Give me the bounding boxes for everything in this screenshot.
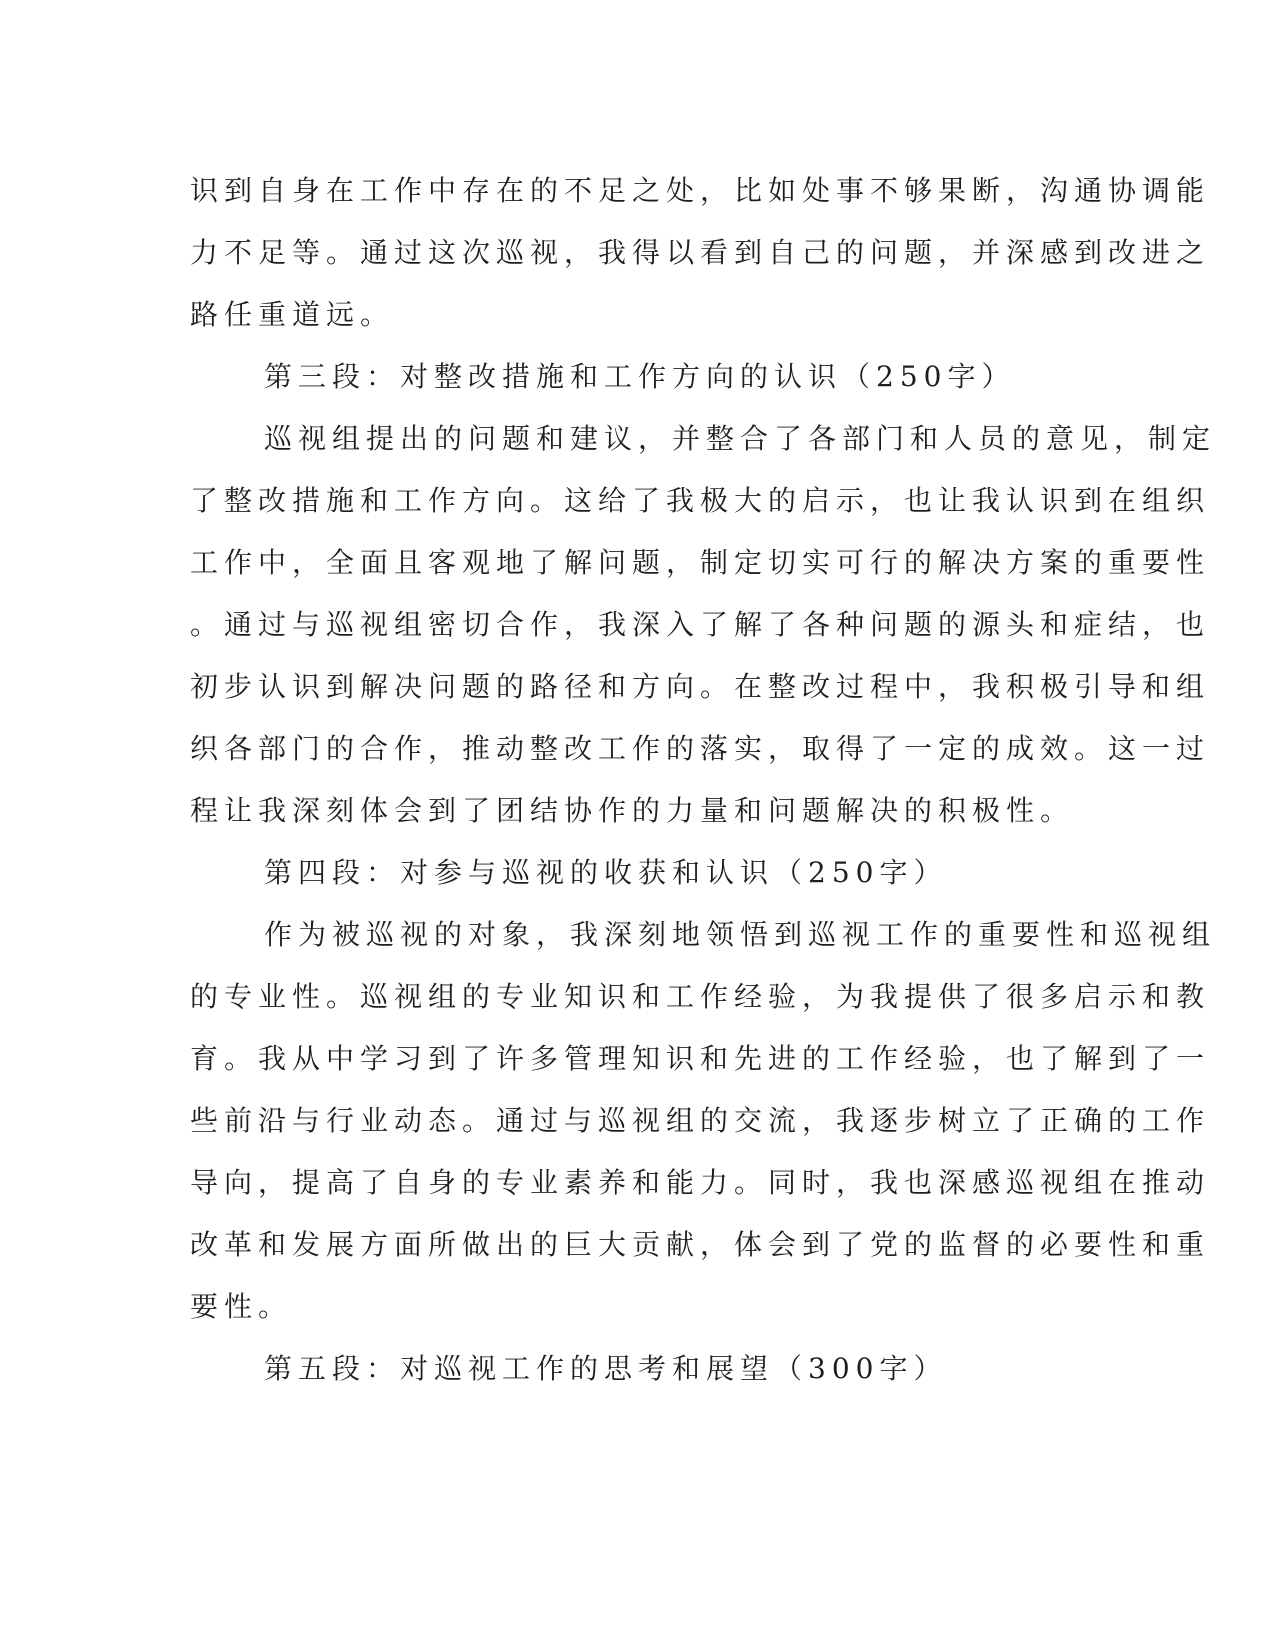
section-heading-5: 第五段：对巡视工作的思考和展望（300字） — [264, 1352, 948, 1385]
text-line: 织各部门的合作，推动整改工作的落实，取得了一定的成效。这一过 — [190, 732, 1211, 765]
text-line: 些前沿与行业动态。通过与巡视组的交流，我逐步树立了正确的工作 — [190, 1104, 1211, 1137]
text-line: 改革和发展方面所做出的巨大贡献，体会到了党的监督的必要性和重 — [190, 1228, 1211, 1261]
text-line: 力不足等。通过这次巡视，我得以看到自己的问题，并深感到改进之 — [190, 236, 1211, 269]
text-line: 工作中，全面且客观地了解问题，制定切实可行的解决方案的重要性 — [190, 546, 1211, 579]
text-line: 。通过与巡视组密切合作，我深入了解了各种问题的源头和症结，也 — [190, 608, 1211, 641]
text-line: 识到自身在工作中存在的不足之处，比如处事不够果断，沟通协调能 — [190, 174, 1211, 207]
text-line: 巡视组提出的问题和建议，并整合了各部门和人员的意见，制定 — [264, 422, 1217, 455]
text-line: 育。我从中学习到了许多管理知识和先进的工作经验，也了解到了一 — [190, 1042, 1211, 1075]
text-line: 了整改措施和工作方向。这给了我极大的启示，也让我认识到在组织 — [190, 484, 1211, 517]
text-line: 导向，提高了自身的专业素养和能力。同时，我也深感巡视组在推动 — [190, 1166, 1211, 1199]
section-heading-4: 第四段：对参与巡视的收获和认识（250字） — [264, 856, 948, 889]
text-line: 要性。 — [190, 1290, 293, 1323]
document-body — [190, 160, 1217, 1400]
section-heading-3: 第三段：对整改措施和工作方向的认识（250字） — [264, 360, 1016, 393]
text-line: 路任重道远。 — [190, 298, 395, 331]
text-line: 初步认识到解决问题的路径和方向。在整改过程中，我积极引导和组 — [190, 670, 1211, 703]
text-line: 程让我深刻体会到了团结协作的力量和问题解决的积极性。 — [190, 794, 1075, 827]
text-line: 作为被巡视的对象，我深刻地领悟到巡视工作的重要性和巡视组 — [264, 918, 1217, 951]
text-line: 的专业性。巡视组的专业知识和工作经验，为我提供了很多启示和教 — [190, 980, 1211, 1013]
